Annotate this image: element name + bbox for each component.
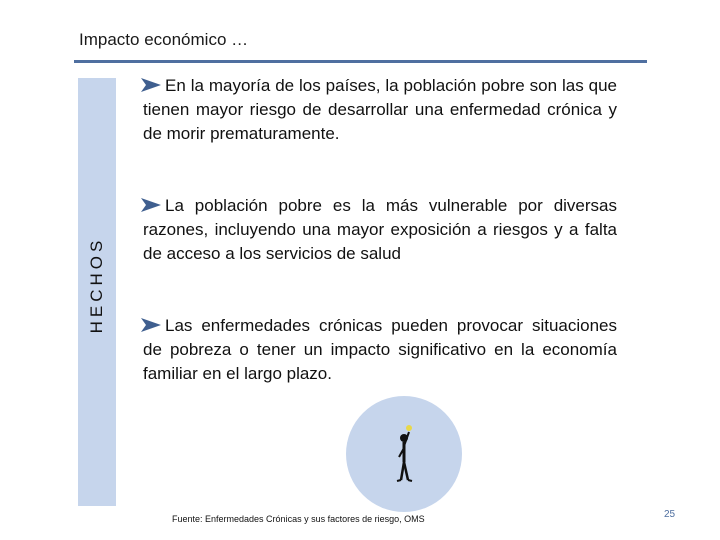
bullet-text: La población pobre es la más vulnerable por diversas razones, incluyendo una mayor exposición a riesgos y a falta de acceso a los servicios de salud [143,196,617,263]
arrow-bullet-icon [141,78,161,92]
slide-title: Impacto económico … [79,30,249,49]
stick-figure-lightbulb-icon [382,424,426,486]
bullet-item [143,314,617,386]
page-number: 25 [664,509,676,520]
arrow-bullet-icon [141,198,161,212]
bullet-item [143,74,617,146]
bullet-item [143,194,617,266]
bullet-text: En la mayoría de los países, la población pobre son las que tienen mayor riesgo de desarrollar una enfermedad crónica y de morir prematuramente. [143,76,617,143]
title-rule [74,60,647,63]
source-note: Fuente: Enfermedades Crónicas y sus factores de riesgo, OMS [172,514,425,524]
side-label: HECHOS [87,236,106,334]
bullet-text: Las enfermedades crónicas pueden provocar situaciones de pobreza o tener un impacto significativo en la economía familiar en el largo plazo. [143,316,617,383]
arrow-bullet-icon [141,318,161,332]
